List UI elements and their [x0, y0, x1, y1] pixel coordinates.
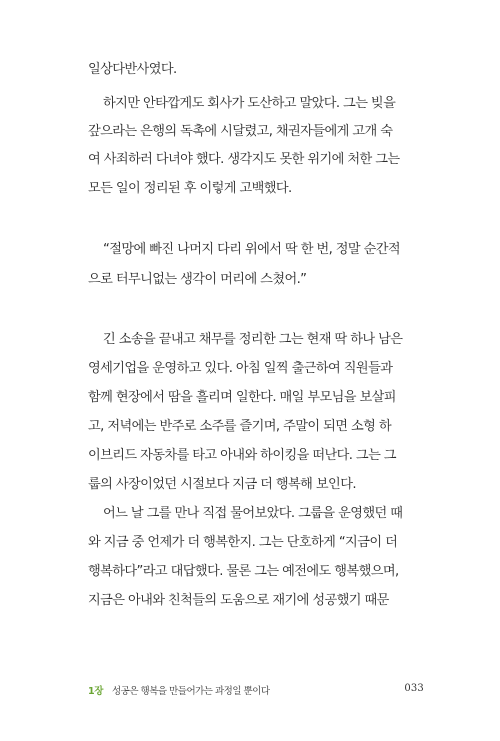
body-line: 함께 현장에서 땀을 흘리며 일한다. 매일 부모님을 보살피	[88, 390, 396, 405]
body-line: 긴 소송을 끝내고 채무를 정리한 그는 현재 딱 하나 남은	[103, 332, 403, 347]
quote-line: 으로 터무니없는 생각이 머리에 스쳤어.”	[88, 272, 307, 287]
body-line: 여 사죄하러 다녀야 했다. 생각지도 못한 위기에 처한 그는	[88, 152, 400, 167]
body-line: 일상다반사였다.	[88, 62, 177, 77]
body-line: 갚으라는 은행의 독촉에 시달렸고, 채권자들에게 고개 숙	[88, 124, 393, 139]
body-line: 하지만 안타깝게도 회사가 도산하고 말았다. 그는 빚을	[103, 96, 396, 111]
body-line: 영세기업을 운영하고 있다. 아침 일찍 출근하여 직원들과	[88, 361, 393, 376]
quote-line: “절망에 빠진 나머지 다리 위에서 딱 한 번, 정말 순간적	[103, 242, 401, 257]
body-line: 룹의 사장이었던 시절보다 지금 더 행복해 보인다.	[88, 477, 356, 492]
page-number: 033	[404, 683, 424, 694]
body-line: 와 지금 중 언제가 더 행복한지. 그는 단호하게 “지금이 더	[88, 535, 398, 550]
page-footer	[88, 683, 424, 697]
body-line: 고, 저녁에는 반주로 소주를 즐기며, 주말이 되면 소형 하	[88, 419, 391, 434]
body-line: 이브리드 자동차를 타고 아내와 하이킹을 떠난다. 그는 그	[88, 448, 396, 463]
body-line: 지금은 아내와 친척들의 도움으로 재기에 성공했기 때문	[88, 593, 389, 608]
running-title: 성공은 행복을 만들어가는 과정일 뿐이다	[112, 686, 270, 697]
chapter-label: 1장	[88, 686, 104, 697]
body-line: 어느 날 그를 만나 직접 물어보았다. 그룹을 운영했던 때	[103, 506, 403, 521]
body-line: 행복하다”라고 대답했다. 물론 그는 예전에도 행복했으며,	[88, 564, 399, 579]
body-line: 모든 일이 정리된 후 이렇게 고백했다.	[88, 181, 292, 196]
